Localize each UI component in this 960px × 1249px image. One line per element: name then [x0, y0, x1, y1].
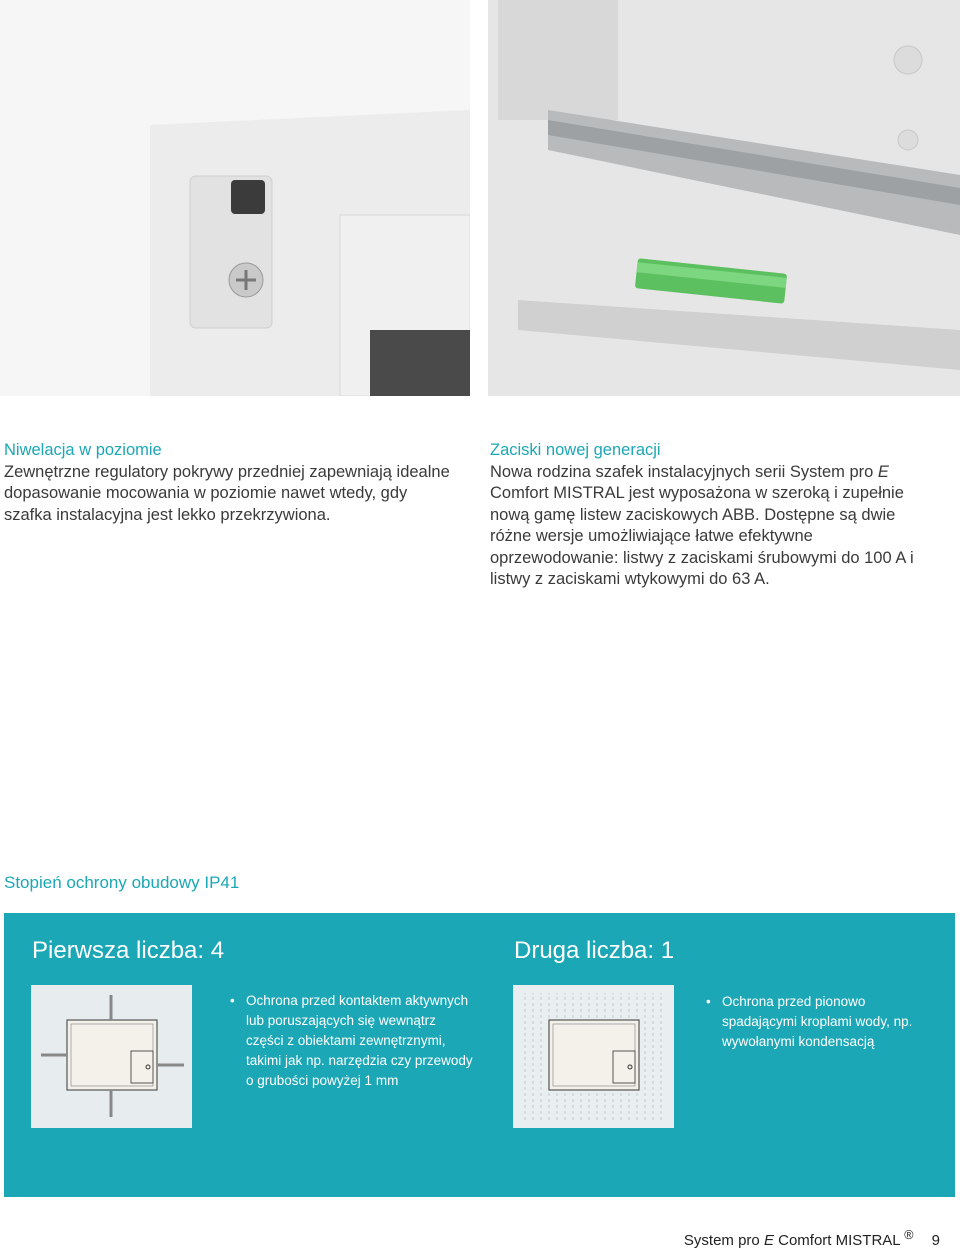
terminal-photo [488, 0, 960, 396]
bullet-dot: • [706, 994, 711, 1009]
registered-mark: ® [904, 1228, 914, 1242]
leveling-heading: Niwelacja w poziomie [4, 441, 162, 459]
leveling-body: Zewnętrzne regulatory pokrywy przedniej zapewniają idealne dopasowanie mocowania w poziomie nawet wtedy, gdy szafka instalacyjna jest lekko przekrzywiona. [4, 462, 450, 524]
page-number: 9 [931, 1232, 940, 1249]
second-digit-bullet [706, 992, 922, 1052]
first-digit-bullet [230, 991, 476, 1091]
second-digit-text: Ochrona przed pionowo spadającymi kroplami wody, np. wywołanymi kondensacją [722, 994, 913, 1049]
protection-band [4, 913, 955, 1197]
second-digit-label: Druga liczba: 1 [514, 937, 675, 964]
terminals-body-italic: E [877, 462, 889, 481]
solid-object-protection-icon [31, 985, 192, 1128]
terminals-heading: Zaciski nowej generacji [490, 441, 661, 459]
footer-brand-rest: Comfort MISTRAL [773, 1232, 901, 1249]
dripping-water-protection-icon [513, 985, 674, 1128]
protection-title: Stopień ochrony obudowy IP41 [4, 873, 240, 892]
page-footer [684, 1228, 940, 1249]
leveling-section [4, 440, 454, 526]
leveling-photo [0, 0, 470, 396]
footer-brand-italic: E [763, 1232, 774, 1249]
terminals-body [490, 462, 930, 591]
first-digit-label: Pierwsza liczba: 4 [32, 937, 225, 964]
bullet-dot: • [230, 993, 235, 1008]
first-digit-text: Ochrona przed kontaktem aktywnych lub poruszających się wewnątrz części z obiektami zewnętrznymi, takimi jak np. narzędzia czy przewody o grubości powyżej 1 mm [246, 993, 473, 1088]
terminals-section [490, 440, 930, 591]
footer-brand: System pro [683, 1232, 764, 1249]
terminals-body-part: Nowa rodzina szafek instalacyjnych serii System pro [490, 462, 878, 481]
terminals-body-rest: Comfort MISTRAL jest wyposażona w szeroką i zupełnie nową gamę listew zaciskowych ABB. Dostępne są dwie różne wersje umożliwiające łatwe efektywne oprzewodowanie: listwy z zaciskami śrubowymi do 100 A i listwy z zaciskami wtykowymi do 63 A. [490, 484, 914, 588]
